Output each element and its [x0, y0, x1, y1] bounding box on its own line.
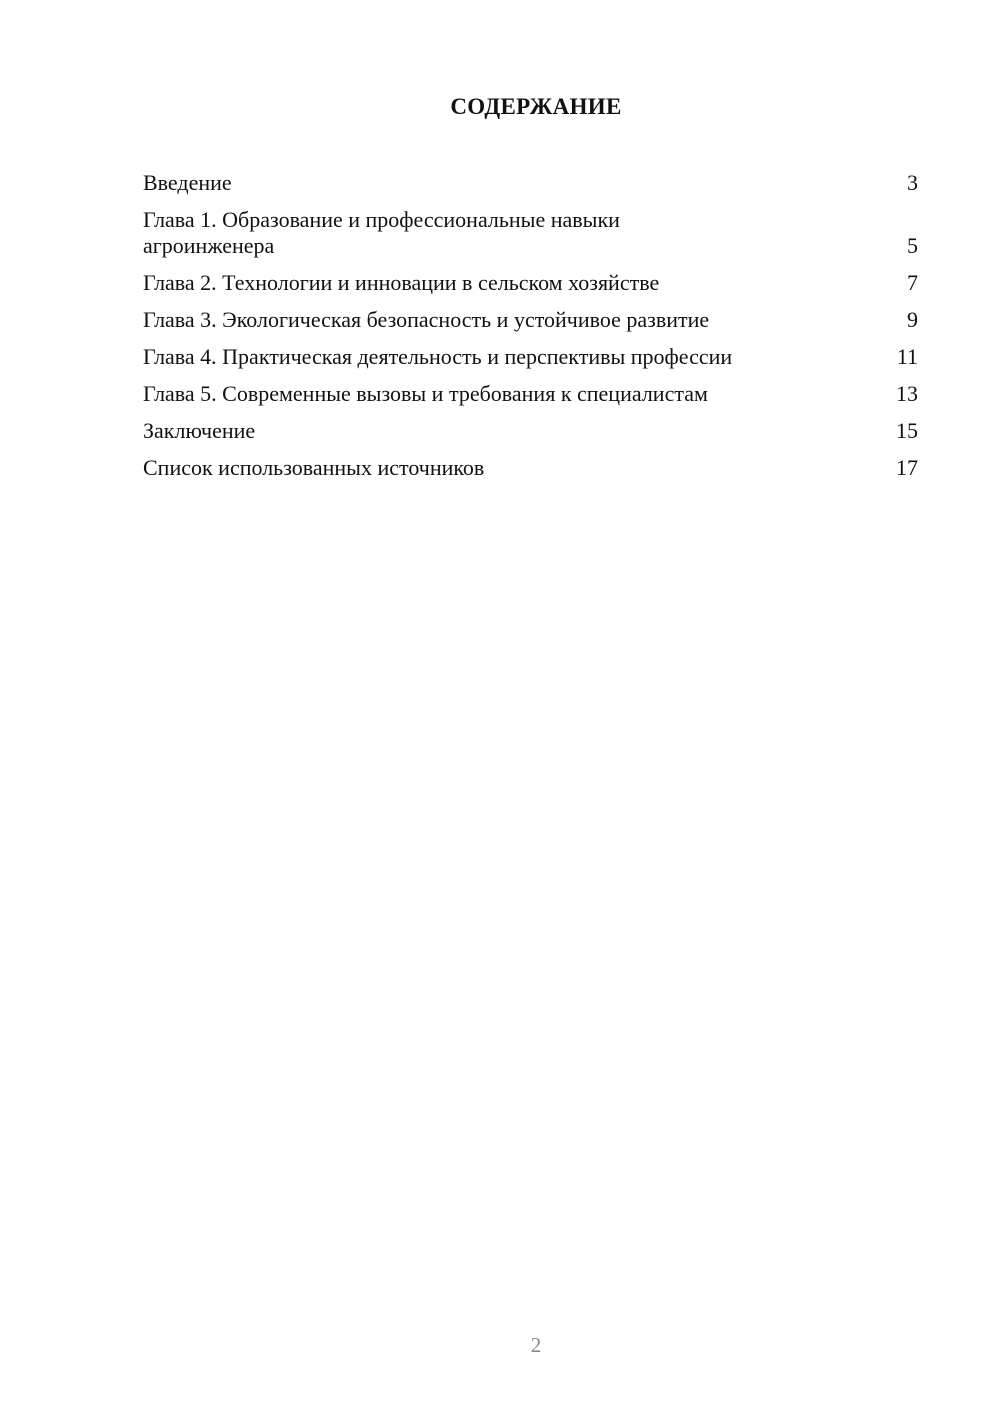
- toc-entry-page: 9: [907, 307, 918, 332]
- toc-entry-page: 11: [896, 344, 918, 369]
- page-number: 2: [530, 1333, 542, 1357]
- toc-entry[interactable]: [143, 270, 918, 296]
- toc-entry-title: Глава 4. Практическая деятельность и перспективы профессии: [143, 344, 733, 369]
- toc-entry-title: Глава 3. Экологическая безопасность и устойчивое развитие: [143, 307, 710, 332]
- toc-entry-page: 3: [907, 170, 918, 195]
- toc-entry[interactable]: [143, 344, 918, 370]
- toc-entry[interactable]: [143, 170, 918, 196]
- toc-entry[interactable]: [143, 381, 918, 407]
- toc-entry-title: Введение: [143, 170, 232, 195]
- toc-entry[interactable]: [143, 307, 918, 333]
- toc-entry-title: Глава 1. Образование и профессиональные навыки агроинженера: [143, 207, 620, 258]
- toc-entry[interactable]: [143, 455, 918, 481]
- toc-entry-page: 17: [896, 455, 918, 480]
- toc-entry[interactable]: [143, 207, 918, 259]
- toc-entry-page: 15: [896, 418, 918, 443]
- toc-entry-title: Глава 5. Современные вызовы и требования к специалистам: [143, 381, 708, 406]
- toc-entry-page: 13: [896, 381, 918, 406]
- toc-entry-page: 5: [907, 233, 918, 258]
- toc-entry[interactable]: [143, 418, 918, 444]
- toc-entry-title: Заключение: [143, 418, 256, 443]
- page-title: СОДЕРЖАНИЕ: [450, 94, 622, 119]
- table-of-contents: [143, 170, 918, 492]
- toc-entry-title: Глава 2. Технологии и инновации в сельском хозяйстве: [143, 270, 660, 295]
- toc-entry-page: 7: [907, 270, 918, 295]
- toc-entry-title: Список использованных источников: [143, 455, 485, 480]
